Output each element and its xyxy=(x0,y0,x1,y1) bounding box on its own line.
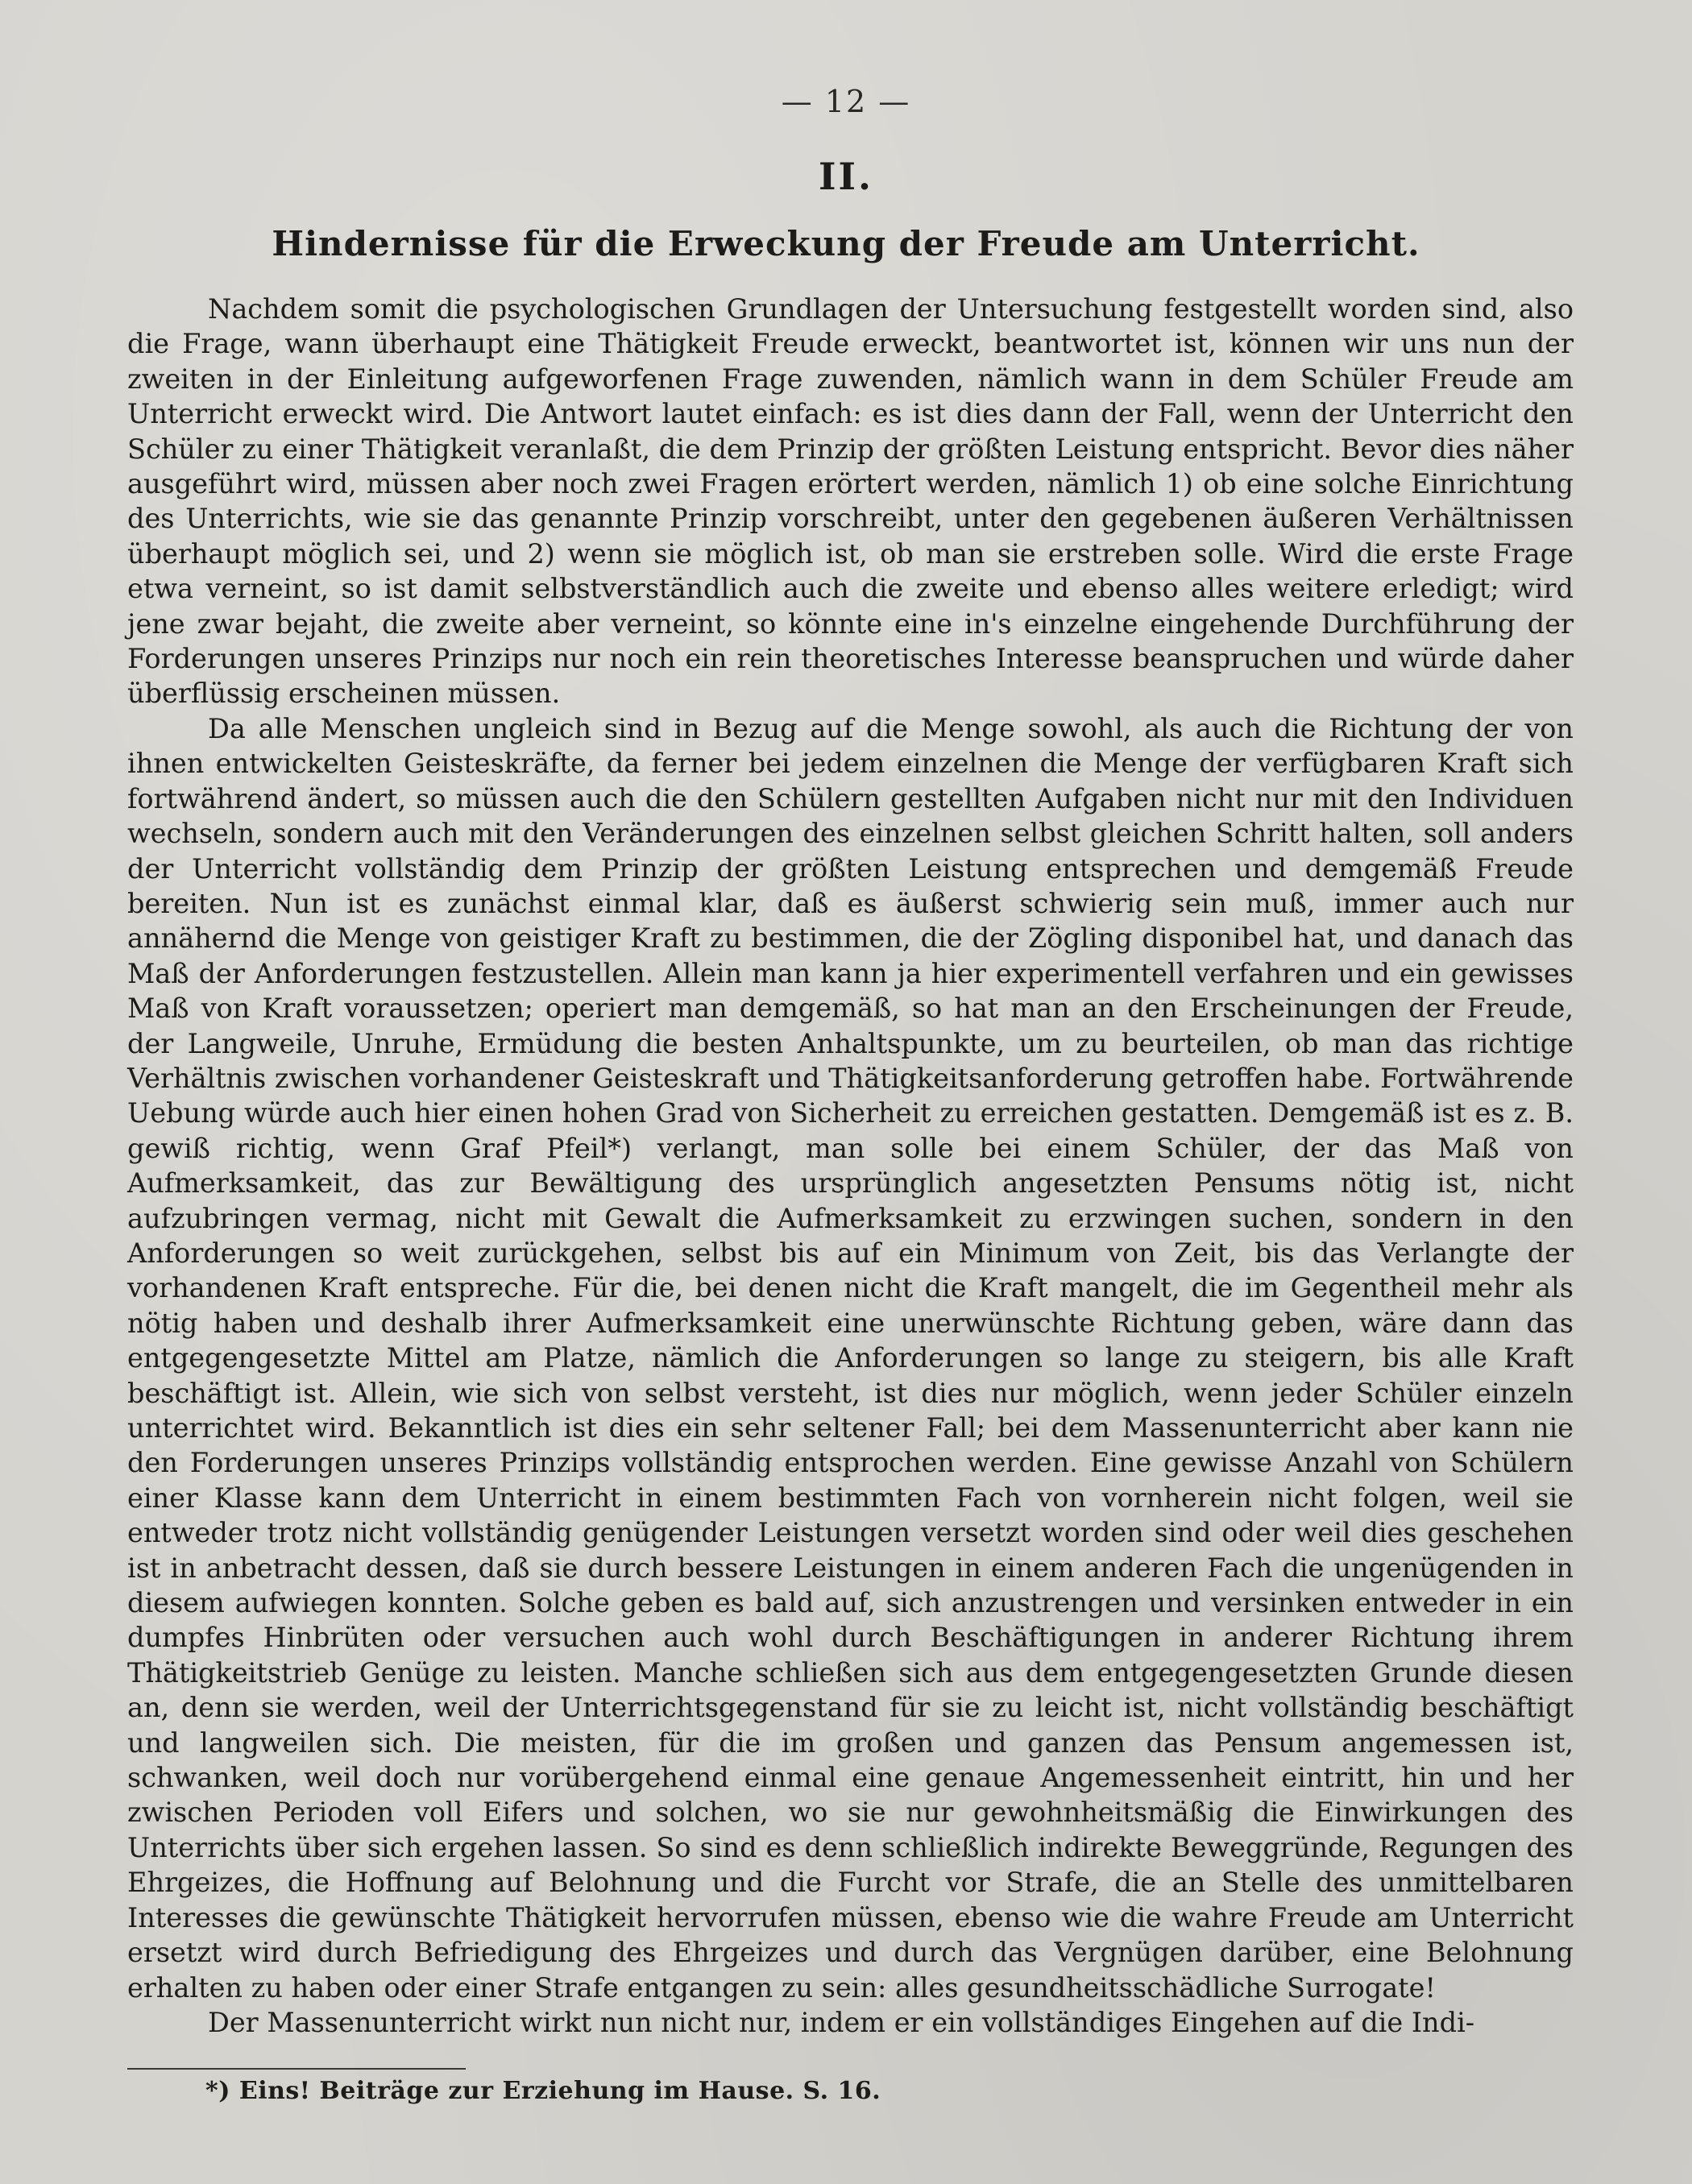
paragraph: Der Massenunterricht wirkt nun nicht nur, indem er ein vollständiges Eingehen auf die Indi- xyxy=(208,2006,1475,2038)
footnote-divider xyxy=(127,2068,466,2070)
paragraph: Nachdem somit die psychologischen Grundlagen der Untersuchung festgestellt worden sind, also die Frage, wann überhaupt eine Thätigkeit Freude erweckt, beantwortet ist, können wir uns nun der zweiten in der Einleitung aufgeworfenen Frage zuwenden, nämlich wann in dem Schüler Freude am Unterricht erweckt wird. Die Antwort lautet einfach: es ist dies dann der Fall, wenn der Unterricht den Schüler zu einer Thätigkeit veranlaßt, die dem Prinzip der größten Leistung entspricht. Bevor dies näher ausgeführt wird, müssen aber noch zwei Fragen erörtert werden, nämlich 1) ob eine solche Einrichtung des Unterrichts, wie sie das genannte Prinzip vorschreibt, unter den gegebenen äußeren Verhältnissen überhaupt möglich sei, und 2) wenn sie möglich ist, ob man sie erstreben solle. Wird die erste Frage etwa verneint, so ist damit selbstverständlich auch die zweite und ebenso alles weitere erledigt; wird jene zwar bejaht, die zweite aber verneint, so könnte eine in's einzelne eingehende Durchführung der Forderungen unseres Prinzips nur noch ein rein theoretisches Interesse beanspruchen und würde daher überflüssig erscheinen müssen. xyxy=(127,293,1574,710)
section-title: Hindernisse für die Erweckung der Freude am Unterricht. xyxy=(272,224,1420,263)
footnote: *) Eins! Beiträge zur Erziehung im Hause. S. 16. xyxy=(205,2077,881,2105)
body-text xyxy=(127,292,1574,2040)
page-number: — 12 — xyxy=(781,84,911,119)
paragraph: Da alle Menschen ungleich sind in Bezug auf die Menge sowohl, als auch die Richtung der von ihnen entwickelten Geisteskräfte, da ferner bei jedem einzelnen die Menge der verfügbaren Kraft sich fortwährend ändert, so müssen auch die den Schülern gestellten Aufgaben nicht nur mit den Individuen wechseln, sondern auch mit den Veränderungen des einzelnen selbst gleichen Schritt halten, soll anders der Unterricht vollständig dem Prinzip der größten Leistung entsprechen und demgemäß Freude bereiten. Nun ist es zunächst einmal klar, daß es äußerst schwierig sein muß, immer auch nur annähernd die Menge von geistiger Kraft zu bestimmen, die der Zögling disponibel hat, und danach das Maß der Anforderungen festzustellen. Allein man kann ja hier experimentell verfahren und ein gewisses Maß von Kraft voraussetzen; operiert man demgemäß, so hat man an den Erscheinungen der Freude, der Langweile, Unruhe, Ermüdung die besten Anhaltspunkte, um zu beurteilen, ob man das richtige Verhältnis zwischen vorhandener Geisteskraft und Thätigkeitsanforderung getroffen habe. Fortwährende Uebung würde auch hier einen hohen Grad von Sicherheit zu erreichen gestatten. Demgemäß ist es z. B. gewiß richtig, wenn Graf Pfeil*) verlangt, man solle bei einem Schüler, der das Maß von Aufmerksamkeit, das zur Bewältigung des ursprünglich angesetzten Pensums nötig ist, nicht aufzubringen vermag, nicht mit Gewalt die Aufmerksamkeit zu erzwingen suchen, sondern in den Anforderungen so weit zurückgehen, selbst bis auf ein Minimum von Zeit, bis das Verlangte der vorhandenen Kraft entspreche. Für die, bei denen nicht die Kraft mangelt, die im Gegentheil mehr als nötig haben und deshalb ihrer Aufmerksamkeit eine unerwünschte Richtung geben, wäre dann das entgegengesetzte Mittel am Platze, nämlich die Anforderungen so lange zu steigern, bis alle Kraft beschäftigt ist. Allein, wie sich von selbst versteht, ist dies nur möglich, wenn jeder Schüler einzeln unterrichtet wird. Bekanntlich ist dies ein sehr seltener Fall; bei dem Massenunterricht aber kann nie den Forderungen unseres Prinzips vollständig entsprochen werden. Eine gewisse Anzahl von Schülern einer Klasse kann dem Unterricht in einem bestimmten Fach von vornherein nicht folgen, weil sie entweder trotz nicht vollständig genügender Leistungen versetzt worden sind oder weil dies geschehen ist in anbetracht dessen, daß sie durch bessere Leistungen in einem anderen Fach die ungenügenden in diesem aufwiegen konnten. Solche geben es bald auf, sich anzustrengen und versinken entweder in ein dumpfes Hinbrüten oder versuchen auch wohl durch Beschäftigungen in anderer Richtung ihrem Thätigkeitstrieb Genüge zu leisten. Manche schließen sich aus dem entgegengesetzten Grunde diesen an, denn sie werden, weil der Unterrichtsgegenstand für sie zu leicht ist, nicht vollständig beschäftigt und langweilen sich. Die meisten, für die im großen und ganzen das Pensum angemessen ist, schwanken, weil doch nur vorübergehend einmal eine genaue Angemessenheit eintritt, hin und her zwischen Perioden voll Eifers und solchen, wo sie nur gewohnheitsmäßig die Einwirkungen des Unterrichts über sich ergehen lassen. So sind es denn schließlich indirekte Beweggründe, Regungen des Ehrgeizes, die Hoffnung auf Belohnung und die Furcht vor Strafe, die an Stelle des unmittelbaren Interesses die gewünschte Thätigkeit hervorrufen müssen, ebenso wie die wahre Freude am Unterricht ersetzt wird durch Befriedigung des Ehrgeizes und durch das Vergnügen darüber, eine Belohnung erhalten zu haben oder einer Strafe entgangen zu sein: alles gesundheitsschädliche Surrogate! xyxy=(127,712,1574,2004)
section-number: II. xyxy=(818,155,874,198)
